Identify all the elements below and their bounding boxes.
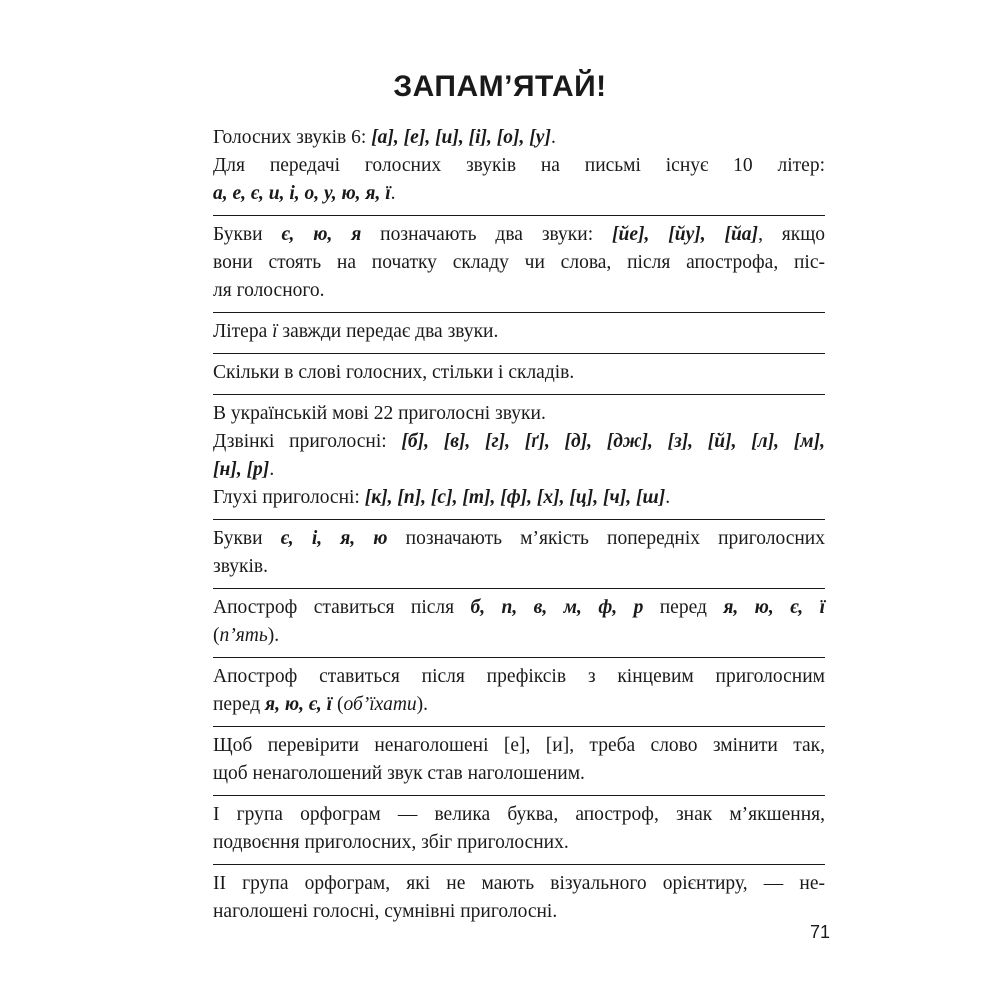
text-line [213,594,825,622]
text-span: Глухі приголосні: [213,487,365,508]
divider [213,588,825,589]
letter-list: я, ю, є, ї [265,694,333,715]
sound-notation: [к], [п], [с], [т], [ф], [х], [ц], [ч], [ш] [364,487,666,508]
text-span: Букви [213,224,282,245]
text-line [213,428,825,456]
text-span: позначають м’якість попередніх приголосних [387,528,825,549]
text-line: щоб ненаголошений звук став наголошеним. [213,763,585,784]
rule-block-softness [213,525,825,581]
page-number: 71 [809,922,830,942]
text-span: ). [416,694,429,715]
rule-block-vowels [213,124,825,208]
text-line [213,124,825,152]
letter-list: я, ю, є, ї [723,597,825,618]
letter-list: б, п, в, м, ф, р [470,597,644,618]
sound-notation: [н], [р] [213,459,270,480]
text-line: Апостроф ставиться після префіксів з кінцевим приголосним [213,666,825,687]
text-span: ( [332,694,344,715]
text-line: Скільки в слові голосних, стільки і складів. [213,362,575,383]
text-line: вони стоять на початку складу чи слова, після апострофа, піс- [213,252,825,273]
text-line: звуків. [213,556,268,577]
page-title: ЗАПАМ’ЯТАЙ! [393,70,607,103]
text-span: позначають два звуки: [361,224,613,245]
text-line: ІІ група орфограм, які не мають візуального орієнтиру, — не- [213,873,825,894]
rule-block-unstressed-check [213,732,825,788]
text-line [213,484,825,512]
text-line [213,221,825,249]
text-span: . [269,459,275,480]
text-line: Для передачі голосних звуків на письмі існує 10 літер: [213,155,825,176]
text-span: ( [213,625,220,646]
letter-list: а, е, є, и, і, о, у, ю, я, ї [213,183,391,204]
text-span: завжди передає два звуки. [277,321,499,342]
text-span: Літера [213,321,273,342]
divider [213,215,825,216]
text-line [213,691,825,719]
divider [213,864,825,865]
text-line [213,525,825,553]
letter-list: є, ю, я [281,224,362,245]
text-span: . [390,183,396,204]
sound-notation: [б], [в], [г], [ґ], [д], [дж], [з], [й], [л], [м], [401,431,825,452]
text-line [213,456,825,484]
text-span: ). [267,625,280,646]
text-line: Щоб перевірити ненаголошені [е], [и], треба слово змінити так, [213,735,825,756]
text-line [213,318,825,346]
text-span: . [665,487,671,508]
sound-notation: [а], [е], [и], [і], [о], [у] [371,127,551,148]
rule-block-letter-yi [213,318,825,346]
text-span: Голосних звуків 6: [213,127,372,148]
rule-block-orthogram-group-2 [213,870,825,926]
rules-list [213,124,825,926]
word-example: п’ять [219,625,268,646]
word-example: об’їхати [343,694,417,715]
divider [213,657,825,658]
rule-block-consonants [213,400,825,512]
rule-block-iotated-letters [213,221,825,305]
text-line: І група орфограм — велика буква, апостроф, знак м’якшення, [213,804,825,825]
text-line: наголошені голосні, сумнівні приголосні. [213,901,558,922]
text-line: В українській мові 22 приголосні звуки. [213,403,546,424]
rule-block-apostrophe-labials [213,594,825,650]
divider [213,519,825,520]
sound-notation: [йе], [йу], [йа] [612,224,759,245]
text-span: Букви [213,528,281,549]
text-span: перед [643,597,724,618]
rule-block-apostrophe-prefixes [213,663,825,719]
divider [213,726,825,727]
divider [213,312,825,313]
text-span: . [550,127,556,148]
text-line [213,622,825,650]
text-span: Апостроф ставиться після [213,597,471,618]
text-span: перед [213,694,266,715]
text-span: Дзвінкі приголосні: [213,431,402,452]
rule-block-syllables [213,359,825,387]
text-span: , якщо [758,224,826,245]
divider [213,394,825,395]
letter-example: ї [272,321,278,342]
rule-block-orthogram-group-1 [213,801,825,857]
text-line: ля голосного. [213,280,325,301]
letter-list: є, і, я, ю [280,528,388,549]
divider [213,353,825,354]
text-line [213,180,825,208]
divider [213,795,825,796]
text-line: подвоєння приголосних, збіг приголосних. [213,832,569,853]
